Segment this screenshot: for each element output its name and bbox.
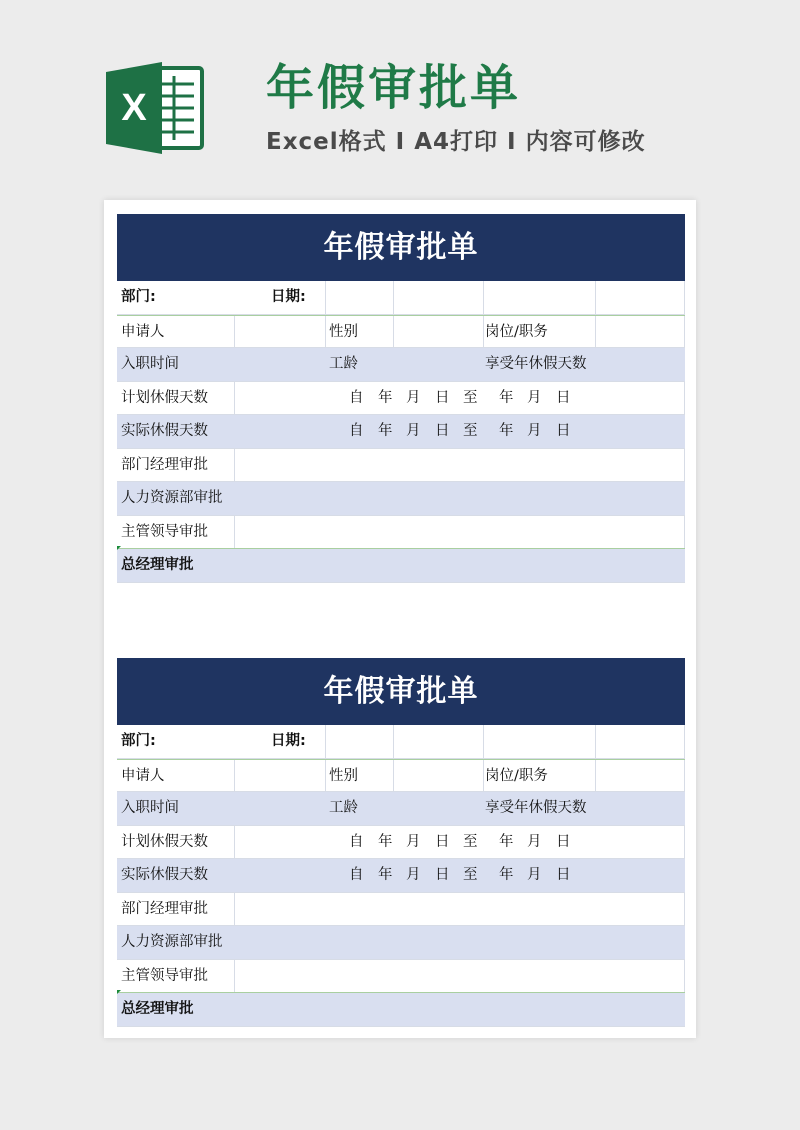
form-title: 年假审批单: [117, 214, 685, 281]
cell-divider: [684, 382, 685, 415]
date-range-part: 日: [435, 867, 450, 883]
cell-divider: [684, 893, 685, 926]
hr-label: 人力资源部审批: [121, 490, 223, 506]
cell-divider: [234, 893, 235, 926]
row-actual: [117, 859, 685, 893]
cell-divider: [325, 725, 326, 758]
row-gm: [117, 549, 685, 583]
date-range-part: 年: [499, 389, 514, 406]
row-dept-mgr: [117, 449, 685, 483]
excel-icon: [104, 58, 204, 158]
date-range-part: 年: [378, 389, 393, 406]
date-range-part: 至: [463, 867, 478, 883]
cell-divider: [483, 316, 484, 348]
cell-divider: [684, 316, 685, 348]
row-hr: [117, 926, 685, 960]
date-range-part: 月: [406, 423, 421, 439]
date-range-part: 日: [435, 389, 450, 406]
annual-label: 享受年休假天数: [485, 356, 587, 372]
cell-divider: [684, 449, 685, 482]
seniority-label: 工龄: [329, 800, 358, 816]
date-range-part: 月: [527, 867, 542, 883]
date-range-part: 自: [349, 867, 364, 883]
date-range-part: 至: [463, 423, 478, 439]
applicant-label: 申请人: [121, 323, 165, 340]
position-label: 岗位/职务: [485, 323, 548, 340]
cell-divider: [684, 826, 685, 859]
seniority-label: 工龄: [329, 356, 358, 372]
date-range-part: 月: [527, 423, 542, 439]
dept-label: 部门:: [121, 289, 156, 305]
cell-divider: [483, 760, 484, 792]
date-range-part: 日: [435, 423, 450, 439]
cell-divider: [684, 281, 685, 314]
page-title: 年假审批单: [266, 60, 522, 116]
cell-divider: [393, 725, 394, 758]
date-range-part: 日: [556, 423, 571, 439]
date-range-part: 日: [556, 389, 571, 406]
cell-divider: [234, 382, 235, 415]
cell-divider: [234, 826, 235, 859]
row-dept-mgr: [117, 893, 685, 927]
leader-label: 主管领导审批: [121, 967, 208, 984]
cell-divider: [234, 316, 235, 348]
date-range-part: 月: [406, 389, 421, 406]
page-subtitle: Excel格式 I A4打印 I 内容可修改: [266, 129, 646, 155]
leave-form-2: [117, 658, 685, 1027]
cell-divider: [325, 760, 326, 792]
cell-divider: [325, 281, 326, 314]
annual-label: 享受年休假天数: [485, 800, 587, 816]
date-range-part: 日: [435, 833, 450, 850]
row-applicant: [117, 315, 685, 349]
date-range-part: 年: [378, 833, 393, 850]
cell-divider: [234, 960, 235, 993]
actual-label: 实际休假天数: [121, 423, 208, 439]
cell-divider: [325, 316, 326, 348]
row-join: [117, 792, 685, 826]
cell-divider: [684, 960, 685, 993]
gm-label: 总经理审批: [121, 1001, 194, 1017]
gender-label: 性别: [329, 767, 358, 784]
date-range-part: 日: [556, 833, 571, 850]
leave-form-1: [117, 214, 685, 583]
row-dept-date: [117, 281, 685, 315]
row-leader: [117, 516, 685, 550]
cell-divider: [684, 760, 685, 792]
cell-divider: [595, 316, 596, 348]
row-applicant: [117, 759, 685, 793]
cell-divider: [684, 516, 685, 549]
document-page: [104, 200, 696, 1038]
dept-mgr-label: 部门经理审批: [121, 456, 208, 473]
dept-label: 部门:: [121, 733, 156, 749]
gm-label: 总经理审批: [121, 557, 194, 573]
join-label: 入职时间: [121, 800, 179, 816]
date-range-part: 月: [406, 833, 421, 850]
row-dept-date: [117, 725, 685, 759]
cell-divider: [393, 316, 394, 348]
date-range-part: 至: [463, 833, 478, 850]
date-range-part: 至: [463, 389, 478, 406]
date-range-part: 自: [349, 833, 364, 850]
date-range-part: 月: [527, 833, 542, 850]
date-range-part: 日: [556, 867, 571, 883]
dept-mgr-label: 部门经理审批: [121, 900, 208, 917]
date-label: 日期:: [271, 289, 306, 305]
cell-divider: [483, 725, 484, 758]
row-gm: [117, 993, 685, 1027]
plan-label: 计划休假天数: [121, 389, 208, 406]
cell-divider: [234, 449, 235, 482]
cell-divider: [483, 281, 484, 314]
cell-divider: [393, 760, 394, 792]
cell-divider: [684, 725, 685, 758]
date-range-part: 年: [499, 423, 514, 439]
date-range-part: 年: [499, 833, 514, 850]
applicant-label: 申请人: [121, 767, 165, 784]
date-range-part: 月: [527, 389, 542, 406]
cell-divider: [234, 760, 235, 792]
date-label: 日期:: [271, 733, 306, 749]
gender-label: 性别: [329, 323, 358, 340]
leader-label: 主管领导审批: [121, 523, 208, 540]
row-plan: [117, 382, 685, 416]
position-label: 岗位/职务: [485, 767, 548, 784]
form-title: 年假审批单: [117, 658, 685, 725]
svg-text:X: X: [121, 87, 147, 129]
promo-header: [0, 0, 800, 190]
cell-divider: [393, 281, 394, 314]
cell-divider: [595, 281, 596, 314]
cell-divider: [234, 516, 235, 549]
actual-label: 实际休假天数: [121, 867, 208, 883]
row-leader: [117, 960, 685, 994]
date-range-part: 年: [378, 867, 393, 883]
row-join: [117, 348, 685, 382]
hr-label: 人力资源部审批: [121, 934, 223, 950]
join-label: 入职时间: [121, 356, 179, 372]
row-hr: [117, 482, 685, 516]
cell-divider: [595, 725, 596, 758]
plan-label: 计划休假天数: [121, 833, 208, 850]
date-range-part: 年: [378, 423, 393, 439]
date-range-part: 自: [349, 389, 364, 406]
date-range-part: 自: [349, 423, 364, 439]
date-range-part: 月: [406, 867, 421, 883]
cell-divider: [595, 760, 596, 792]
row-plan: [117, 826, 685, 860]
row-actual: [117, 415, 685, 449]
date-range-part: 年: [499, 867, 514, 883]
